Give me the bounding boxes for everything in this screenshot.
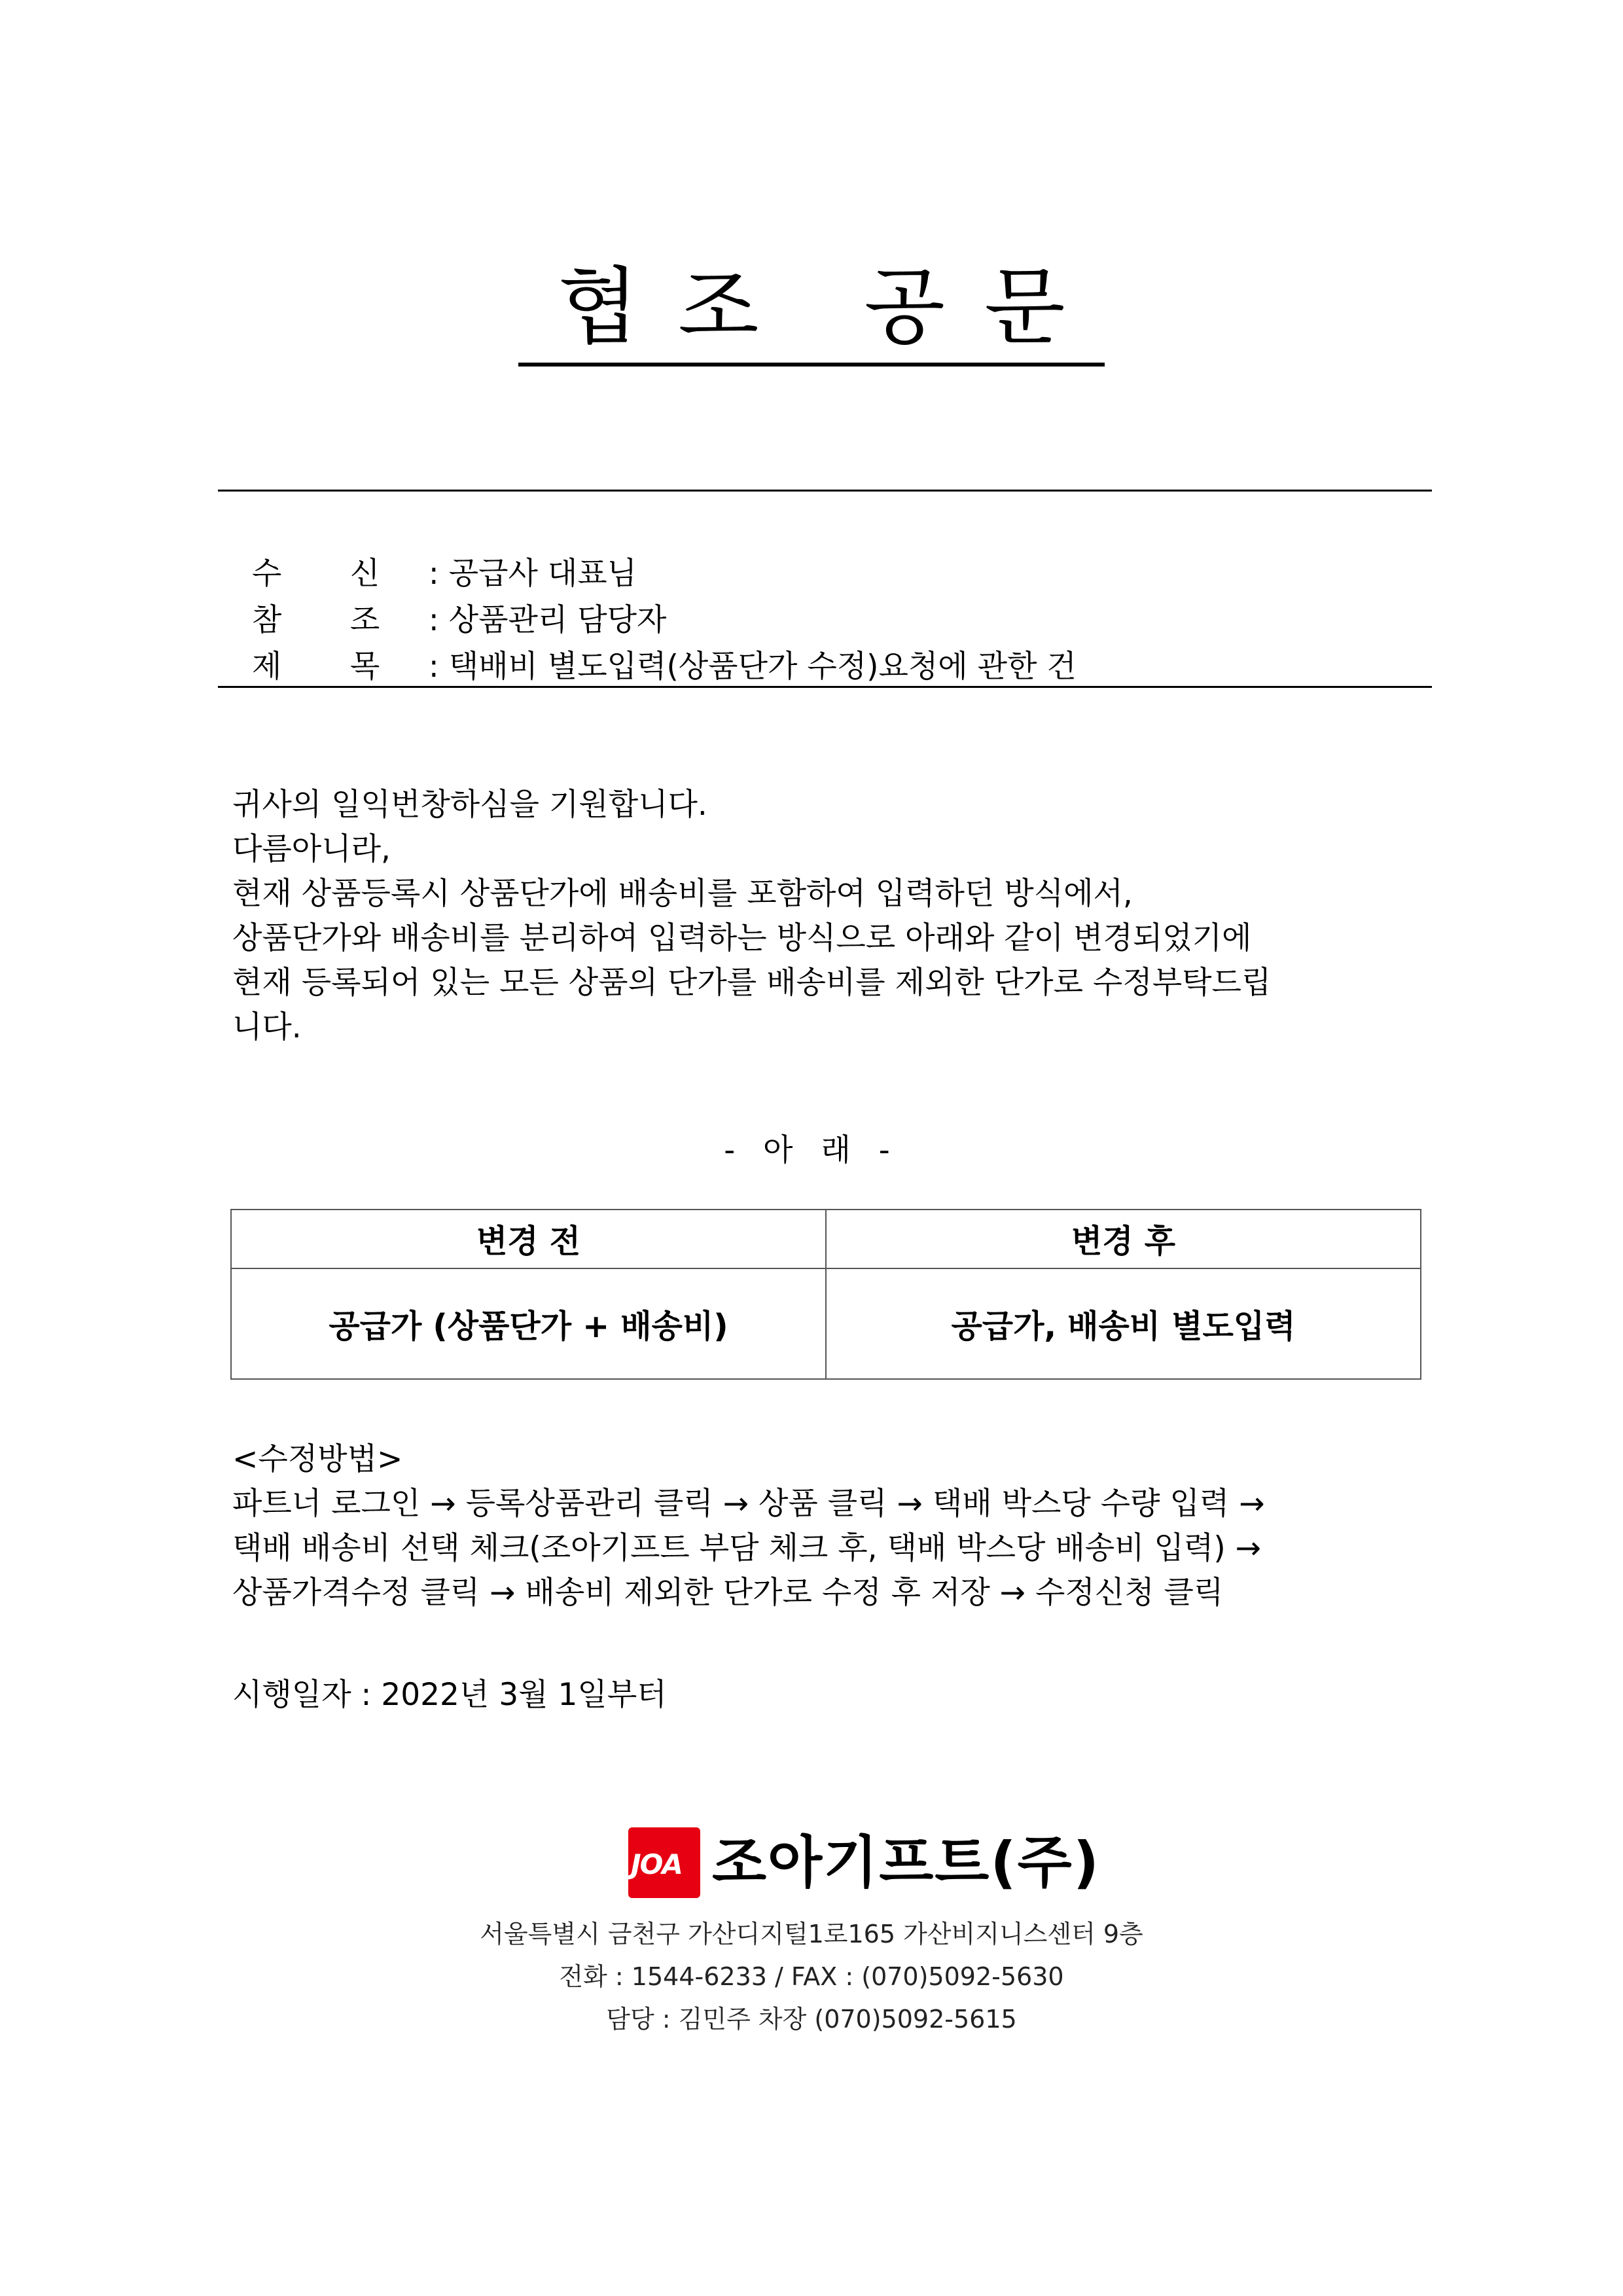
reference-value: 상품관리 담당자 [448,602,667,638]
company-name: 조아기프트(주) [712,1830,1101,1895]
body-line: 다름아니라, [232,831,391,867]
change-table [230,1209,1421,1380]
method-line: 택배 배송비 선택 체크(조아기프트 부담 체크 후, 택배 박스당 배송비 입력) → [232,1530,1261,1566]
body-line: 현재 상품등록시 상품단가에 배송비를 포함하여 입력하던 방식에서, [232,876,1133,912]
method-line: 상품가격수정 클릭 → 배송비 제외한 단가로 수정 후 저장 → 수정신청 클릭 [232,1575,1224,1611]
effective-date: 시행일자 : 2022년 3월 1일부터 [232,1677,667,1713]
reference-row: 참 조 : 상품관리 담당자 [251,602,667,638]
recipient-row: 수 신 : 공급사 대표님 [251,556,637,592]
subject-value: 택배비 별도입력(상품단가 수정)요청에 관한 건 [448,649,1077,685]
company-address: 서울특별시 금천구 가산디지털1로165 가산비지니스센터 9층 [480,1920,1143,1948]
below-heading: - 아 래 - [724,1132,899,1168]
after-header: 변경 후 [826,1210,1421,1268]
body-line: 니다. [232,1009,302,1045]
logo-mark-icon: JOA [628,1827,700,1898]
before-header: 변경 전 [231,1210,826,1268]
method-line: 파트너 로그인 → 등록상품관리 클릭 → 상품 클릭 → 택배 박스당 수량 입력 → [232,1486,1265,1522]
header-bottom-rule [218,686,1432,688]
method-title: <수정방법> [232,1441,403,1477]
body-line: 현재 등록되어 있는 모든 상품의 단가를 배송비를 제외한 단가로 수정부탁드립 [232,965,1272,1001]
company-phone-fax: 전화 : 1544-6233 / FAX : (070)5092-5630 [559,1962,1064,1991]
before-value: 공급가 (상품단가 + 배송비) [231,1268,826,1379]
subject-row: 제 목 : 택배비 별도입력(상품단가 수정)요청에 관한 건 [251,649,1077,685]
body-line: 상품단가와 배송비를 분리하여 입력하는 방식으로 아래와 같이 변경되었기에 [232,920,1252,956]
header-top-rule [218,490,1432,492]
company-contact: 담당 : 김민주 차장 (070)5092-5615 [606,2005,1017,2034]
after-value: 공급가, 배송비 별도입력 [826,1268,1421,1379]
body-line: 귀사의 일익번창하심을 기원합니다. [232,787,707,823]
document-title: 협조 공문 [0,259,1623,357]
recipient-value: 공급사 대표님 [448,556,637,592]
